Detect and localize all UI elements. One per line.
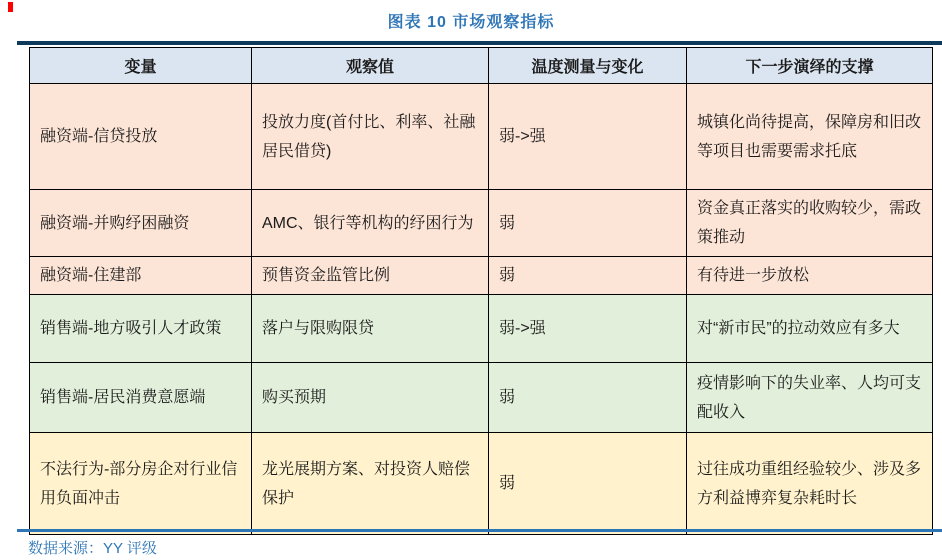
table-cell: 销售端-居民消费意愿端 xyxy=(30,363,252,433)
table-cell: 弱 xyxy=(489,257,687,295)
data-source-note: 数据来源：YY 评级 xyxy=(28,540,157,557)
table-row xyxy=(30,363,933,433)
table-row xyxy=(30,433,933,535)
table-row xyxy=(30,257,933,295)
table-row xyxy=(30,84,933,190)
table-row xyxy=(30,190,933,257)
bottom-divider-rule xyxy=(17,529,942,532)
column-header-observed-value: 观察值 xyxy=(252,48,489,84)
table-cell: 融资端-信贷投放 xyxy=(30,84,252,190)
table-row xyxy=(30,295,933,363)
table-cell: 资金真正落实的收购较少，需政策推动 xyxy=(687,190,933,257)
table-cell: 弱 xyxy=(489,363,687,433)
column-header-variable: 变量 xyxy=(30,48,252,84)
table-header-row xyxy=(30,48,933,84)
table-cell: 投放力度(首付比、利率、社融居民借贷) xyxy=(252,84,489,190)
table-cell: 对“新市民”的拉动效应有多大 xyxy=(687,295,933,363)
table-cell: 过往成功重组经验较少、涉及多方利益博弈复杂耗时长 xyxy=(687,433,933,535)
figure-title: 图表 10 市场观察指标 xyxy=(387,14,555,31)
table-cell: 龙光展期方案、对投资人赔偿保护 xyxy=(252,433,489,535)
table-body xyxy=(30,84,933,535)
top-divider-rule xyxy=(17,41,942,45)
table-cell: 不法行为-部分房企对行业信用负面冲击 xyxy=(30,433,252,535)
table-cell: 销售端-地方吸引人才政策 xyxy=(30,295,252,363)
table-header xyxy=(30,48,933,84)
table-cell: 融资端-并购纾困融资 xyxy=(30,190,252,257)
column-header-next-step-support: 下一步演绎的支撑 xyxy=(687,48,933,84)
market-observation-table xyxy=(29,47,933,535)
table-cell: 弱->强 xyxy=(489,84,687,190)
table-cell: 融资端-住建部 xyxy=(30,257,252,295)
table-cell: 有待进一步放松 xyxy=(687,257,933,295)
table-cell: AMC、银行等机构的纾困行为 xyxy=(252,190,489,257)
table-cell: 城镇化尚待提高，保障房和旧改等项目也需要需求托底 xyxy=(687,84,933,190)
table-cell: 预售资金监管比例 xyxy=(252,257,489,295)
table-cell: 弱 xyxy=(489,190,687,257)
table-cell: 疫情影响下的失业率、人均可支配收入 xyxy=(687,363,933,433)
column-header-temperature-change: 温度测量与变化 xyxy=(489,48,687,84)
table-cell: 弱 xyxy=(489,433,687,535)
table-cell: 购买预期 xyxy=(252,363,489,433)
table-cell: 落户与限购限贷 xyxy=(252,295,489,363)
table-cell: 弱->强 xyxy=(489,295,687,363)
